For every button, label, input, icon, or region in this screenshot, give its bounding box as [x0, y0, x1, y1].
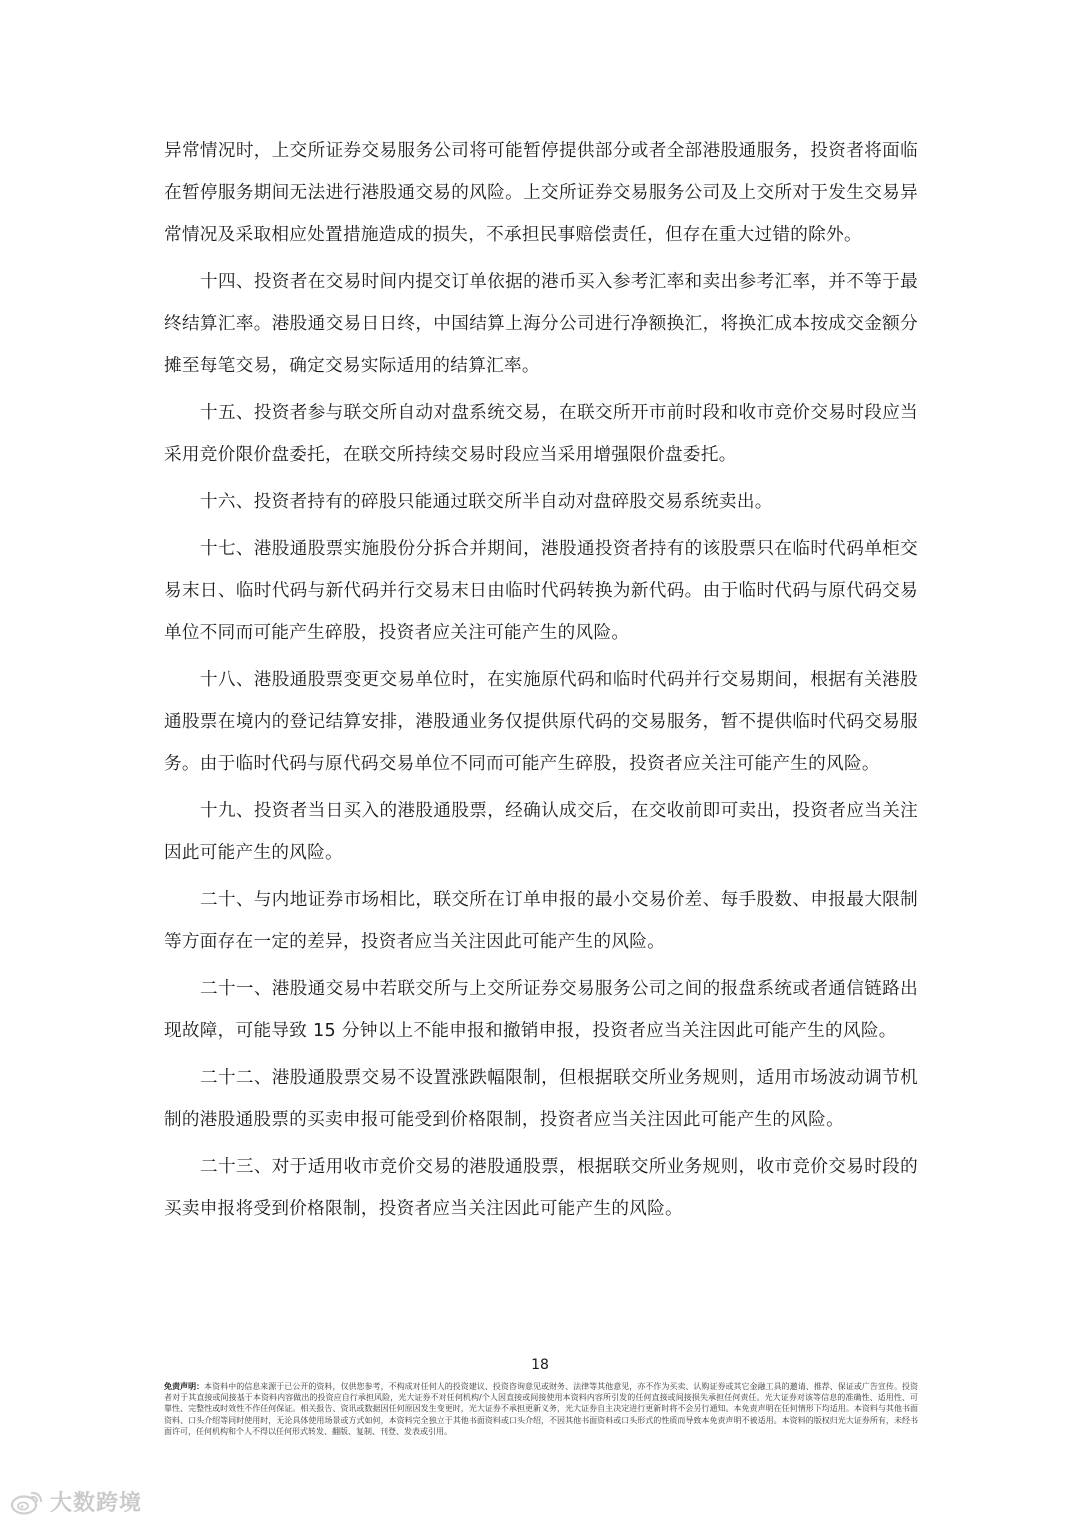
weibo-logo-icon	[10, 1489, 44, 1515]
page-number: 18	[531, 1357, 549, 1373]
watermark-text: 大数跨境	[50, 1491, 143, 1516]
paragraph-17: 十七、港股通股票实施股份分拆合并期间，港股通投资者持有的该股票只在临时代码单柜交易末日、临时代码与新代码并行交易末日由临时代码转换为新代码。由于临时代码与原代码交易单位不同而可能产生碎股，投资者应关注可能产生的风险。	[164, 539, 918, 643]
paragraph-19: 十九、投资者当日买入的港股通股票，经确认成交后，在交收前即可卖出，投资者应当关注因此可能产生的风险。	[164, 801, 918, 863]
paragraph-23: 二十三、对于适用收市竞价交易的港股通股票，根据联交所业务规则，收市竞价交易时段的买卖申报将受到价格限制，投资者应当关注因此可能产生的风险。	[164, 1157, 918, 1219]
disclaimer-label: 免责声明：	[164, 1382, 205, 1391]
paragraph-20: 二十、与内地证券市场相比，联交所在订单申报的最小交易价差、每手股数、申报最大限制等方面存在一定的差异，投资者应当关注因此可能产生的风险。	[164, 890, 918, 952]
disclaimer-text: 本资料中的信息来源于已公开的资料，仅供您参考，不构成对任何人的投资建议、投资咨询意见或财务、法律等其他意见，亦不作为买卖、认购证券或其它金融工具的邀请、推荐、保证或广告宣传。投资者对于其直接或间接基于本资料内容做出的投资应自行承担风险，光大证券不对任何机构/个人因直接或间接使用本资料内容所引发的任何直接或间接损失承担任何责任。光大证券对该等信息的准确性、适用性、可靠性、完整性或时效性不作任何保证。相关报告、资讯或数据因任何原因发生变更时，光大证券不承担更新义务，光大证券自主决定进行更新时将不会另行通知。本免责声明在任何情形下均适用。本资料与其他书面资料、口头介绍等同时使用时，无论具体使用场景或方式如何，本资料完全独立于其他书面资料或口头介绍，不因其他书面资料或口头形式的性质而导致本免责声明不被适用。本资料的版权归光大证券所有，未经书面许可，任何机构和个人不得以任何形式转发、翻版、复制、刊登、发表或引用。	[164, 1382, 918, 1436]
watermark	[10, 1486, 142, 1517]
paragraph-15: 十五、投资者参与联交所自动对盘系统交易，在联交所开市前时段和收市竞价交易时段应当采用竞价限价盘委托，在联交所持续交易时段应当采用增强限价盘委托。	[164, 403, 918, 465]
disclaimer	[164, 1381, 918, 1437]
paragraph-22: 二十二、港股通股票交易不设置涨跌幅限制，但根据联交所业务规则，适用市场波动调节机制的港股通股票的买卖申报可能受到价格限制，投资者应当关注因此可能产生的风险。	[164, 1068, 918, 1130]
paragraph-18: 十八、港股通股票变更交易单位时，在实施原代码和临时代码并行交易期间，根据有关港股通股票在境内的登记结算安排，港股通业务仅提供原代码的交易服务，暂不提供临时代码交易服务。由于临时代码与原代码交易单位不同而可能产生碎股，投资者应关注可能产生的风险。	[164, 670, 918, 774]
paragraph-14: 十四、投资者在交易时间内提交订单依据的港币买入参考汇率和卖出参考汇率，并不等于最终结算汇率。港股通交易日日终，中国结算上海分公司进行净额换汇，将换汇成本按成交金额分摊至每笔交易，确定交易实际适用的结算汇率。	[164, 272, 918, 376]
paragraph-21: 二十一、港股通交易中若联交所与上交所证券交易服务公司之间的报盘系统或者通信链路出现故障，可能导致 15 分钟以上不能申报和撤销申报，投资者应当关注因此可能产生的风险。	[164, 979, 918, 1041]
paragraph-continuation: 异常情况时，上交所证券交易服务公司将可能暂停提供部分或者全部港股通服务，投资者将面临在暂停服务期间无法进行港股通交易的风险。上交所证券交易服务公司及上交所对于发生交易异常情况及采取相应处置措施造成的损失，不承担民事赔偿责任，但存在重大过错的除外。	[164, 141, 918, 245]
paragraph-16: 十六、投资者持有的碎股只能通过联交所半自动对盘碎股交易系统卖出。	[200, 492, 773, 512]
document-body	[164, 130, 918, 1235]
